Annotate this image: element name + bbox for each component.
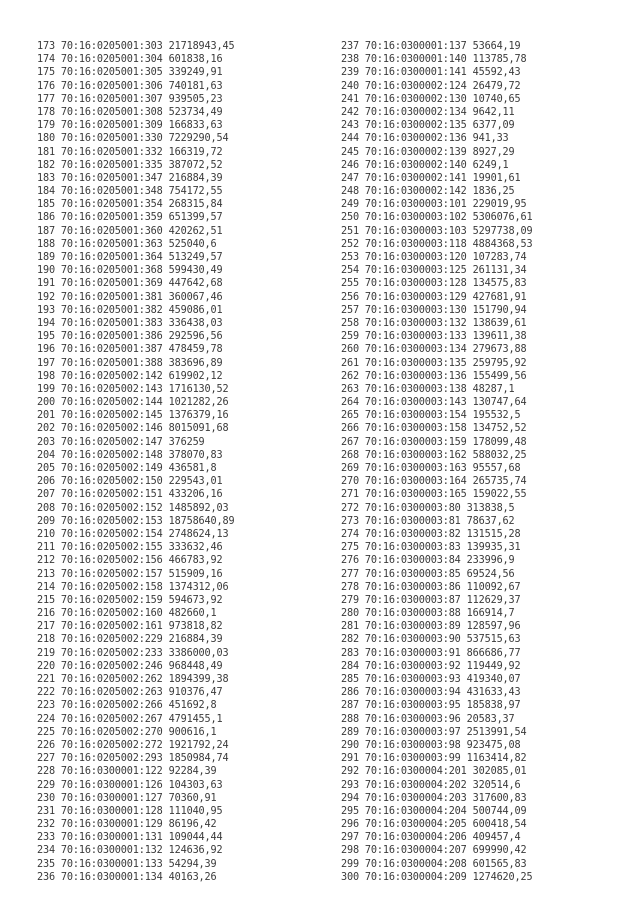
list-item: 238 70:16:0300001:140 113785,78 bbox=[341, 54, 527, 66]
list-item: 271 70:16:0300003:165 159022,55 bbox=[341, 489, 527, 501]
list-item: 193 70:16:0205001:382 459086,01 bbox=[37, 304, 223, 316]
list-item: 173 70:16:0205001:303 21718943,45 bbox=[37, 41, 235, 52]
list-item: 221 70:16:0205002:262 1894399,38 bbox=[37, 674, 229, 685]
list-item: 194 70:16:0205001:383 336438,03 bbox=[37, 317, 223, 329]
list-item: 226 70:16:0205002:272 1921792,24 bbox=[37, 739, 229, 751]
list-item: 177 70:16:0205001:307 939505,23 bbox=[37, 93, 223, 105]
list-item: 263 70:16:0300003:138 48287,1 bbox=[341, 383, 515, 395]
list-item: 182 70:16:0205001:335 387072,52 bbox=[37, 159, 223, 171]
list-item: 211 70:16:0205002:155 333632,46 bbox=[37, 542, 223, 554]
list-item: 253 70:16:0300003:120 107283,74 bbox=[341, 252, 527, 263]
list-item: 220 70:16:0205002:246 968448,49 bbox=[37, 660, 223, 672]
list-item: 223 70:16:0205002:266 451692,8 bbox=[37, 700, 217, 712]
list-item: 278 70:16:0300003:86 110092,67 bbox=[341, 581, 521, 593]
list-item: 213 70:16:0205002:157 515909,16 bbox=[37, 568, 223, 580]
list-item: 282 70:16:0300003:90 537515,63 bbox=[341, 634, 521, 646]
list-item: 179 70:16:0205001:309 166833,63 bbox=[37, 120, 223, 132]
list-item: 235 70:16:0300001:133 54294,39 bbox=[37, 858, 217, 870]
list-item: 267 70:16:0300003:159 178099,48 bbox=[341, 436, 527, 448]
list-item: 260 70:16:0300003:134 279673,88 bbox=[341, 344, 527, 356]
list-item: 195 70:16:0205001:386 292596,56 bbox=[37, 331, 223, 343]
list-item: 295 70:16:0300004:204 500744,09 bbox=[341, 805, 527, 817]
list-item: 229 70:16:0300001:126 104303,63 bbox=[37, 779, 223, 791]
list-item: 200 70:16:0205002:144 1021282,26 bbox=[37, 397, 229, 409]
list-item: 265 70:16:0300003:154 195532,5 bbox=[341, 410, 521, 422]
list-item: 197 70:16:0205001:388 383696,89 bbox=[37, 357, 223, 369]
list-item: 217 70:16:0205002:161 973818,82 bbox=[37, 621, 223, 633]
list-item: 175 70:16:0205001:305 339249,91 bbox=[37, 67, 223, 79]
list-item: 284 70:16:0300003:92 119449,92 bbox=[341, 660, 521, 672]
list-item: 205 70:16:0205002:149 436581,8 bbox=[37, 463, 217, 474]
list-item: 210 70:16:0205002:154 2748624,13 bbox=[37, 528, 229, 540]
list-item: 259 70:16:0300003:133 139611,38 bbox=[341, 331, 527, 343]
list-item: 258 70:16:0300003:132 138639,61 bbox=[341, 317, 527, 329]
list-item: 240 70:16:0300002:124 26479,72 bbox=[341, 80, 521, 92]
list-item: 270 70:16:0300003:164 265735,74 bbox=[341, 476, 527, 488]
list-item: 227 70:16:0205002:293 1850984,74 bbox=[37, 753, 229, 765]
list-item: 298 70:16:0300004:207 699990,42 bbox=[341, 845, 527, 857]
list-item: 268 70:16:0300003:162 588032,25 bbox=[341, 449, 527, 461]
list-item: 250 70:16:0300003:102 5306076,61 bbox=[341, 212, 533, 224]
list-item: 178 70:16:0205001:308 523734,49 bbox=[37, 106, 223, 118]
list-item: 208 70:16:0205002:152 1485892,03 bbox=[37, 502, 229, 514]
list-item: 280 70:16:0300003:88 166914,7 bbox=[341, 608, 515, 620]
list-item: 225 70:16:0205002:270 900616,1 bbox=[37, 726, 217, 738]
list-item: 216 70:16:0205002:160 482660,1 bbox=[37, 608, 217, 620]
list-item: 248 70:16:0300002:142 1836,25 bbox=[341, 186, 515, 198]
list-item: 266 70:16:0300003:158 134752,52 bbox=[341, 423, 527, 435]
list-item: 215 70:16:0205002:159 594673,92 bbox=[37, 594, 223, 606]
list-item: 222 70:16:0205002:263 910376,47 bbox=[37, 687, 223, 699]
list-item: 219 70:16:0205002:233 3386000,03 bbox=[37, 647, 229, 659]
list-item: 188 70:16:0205001:363 525040,6 bbox=[37, 238, 217, 250]
list-item: 209 70:16:0205002:153 18758640,89 bbox=[37, 515, 235, 527]
list-item: 272 70:16:0300003:80 313838,5 bbox=[341, 502, 515, 514]
list-item: 277 70:16:0300003:85 69524,56 bbox=[341, 568, 515, 580]
list-item: 203 70:16:0205002:147 376259 bbox=[37, 436, 205, 448]
list-item: 189 70:16:0205001:364 513249,57 bbox=[37, 252, 223, 263]
list-item: 286 70:16:0300003:94 431633,43 bbox=[341, 687, 521, 699]
list-item: 279 70:16:0300003:87 112629,37 bbox=[341, 594, 521, 606]
list-item: 289 70:16:0300003:97 2513991,54 bbox=[341, 726, 527, 738]
list-item: 174 70:16:0205001:304 601838,16 bbox=[37, 54, 223, 66]
list-item: 186 70:16:0205001:359 651399,57 bbox=[37, 212, 223, 224]
list-item: 294 70:16:0300004:203 317600,83 bbox=[341, 792, 527, 804]
list-item: 300 70:16:0300004:209 1274620,25 bbox=[341, 871, 533, 883]
list-item: 256 70:16:0300003:129 427681,91 bbox=[341, 291, 527, 303]
list-item: 224 70:16:0205002:267 4791455,1 bbox=[37, 713, 223, 725]
list-item: 297 70:16:0300004:206 409457,4 bbox=[341, 832, 521, 844]
list-item: 236 70:16:0300001:134 40163,26 bbox=[37, 871, 217, 883]
list-item: 242 70:16:0300002:134 9642,11 bbox=[341, 106, 515, 118]
list-item: 214 70:16:0205002:158 1374312,06 bbox=[37, 581, 229, 593]
list-item: 191 70:16:0205001:369 447642,68 bbox=[37, 278, 223, 290]
list-item: 228 70:16:0300001:122 92284,39 bbox=[37, 766, 217, 778]
list-item: 296 70:16:0300004:205 600418,54 bbox=[341, 819, 527, 831]
list-item: 292 70:16:0300004:201 302085,01 bbox=[341, 766, 527, 778]
list-item: 246 70:16:0300002:140 6249,1 bbox=[341, 159, 509, 171]
list-item: 245 70:16:0300002:139 8927,29 bbox=[341, 146, 515, 158]
list-item: 232 70:16:0300001:129 86196,42 bbox=[37, 819, 217, 831]
list-item: 192 70:16:0205001:381 360067,46 bbox=[37, 291, 223, 303]
list-item: 233 70:16:0300001:131 109044,44 bbox=[37, 832, 223, 844]
list-item: 251 70:16:0300003:103 5297738,09 bbox=[341, 225, 533, 237]
list-item: 234 70:16:0300001:132 124636,92 bbox=[37, 845, 223, 857]
list-item: 218 70:16:0205002:229 216884,39 bbox=[37, 634, 223, 646]
list-item: 291 70:16:0300003:99 1163414,82 bbox=[341, 753, 527, 765]
list-item: 285 70:16:0300003:93 419340,07 bbox=[341, 674, 521, 685]
list-item: 231 70:16:0300001:128 111040,95 bbox=[37, 805, 223, 817]
list-item: 254 70:16:0300003:125 261131,34 bbox=[341, 265, 527, 277]
list-item: 181 70:16:0205001:332 166319,72 bbox=[37, 146, 223, 158]
list-item: 261 70:16:0300003:135 259795,92 bbox=[341, 357, 527, 369]
list-item: 273 70:16:0300003:81 78637,62 bbox=[341, 515, 515, 527]
list-item: 287 70:16:0300003:95 185838,97 bbox=[341, 700, 521, 712]
list-item: 201 70:16:0205002:145 1376379,16 bbox=[37, 410, 229, 422]
list-item: 230 70:16:0300001:127 70360,91 bbox=[37, 792, 217, 804]
list-item: 276 70:16:0300003:84 233996,9 bbox=[341, 555, 515, 567]
list-item: 275 70:16:0300003:83 139935,31 bbox=[341, 542, 521, 554]
list-item: 290 70:16:0300003:98 923475,08 bbox=[341, 739, 521, 751]
list-item: 241 70:16:0300002:130 10740,65 bbox=[341, 93, 521, 105]
list-item: 283 70:16:0300003:91 866686,77 bbox=[341, 647, 521, 659]
list-item: 262 70:16:0300003:136 155499,56 bbox=[341, 370, 527, 382]
list-item: 202 70:16:0205002:146 8015091,68 bbox=[37, 423, 229, 435]
list-item: 299 70:16:0300004:208 601565,83 bbox=[341, 858, 527, 870]
right-column bbox=[341, 40, 532, 884]
list-item: 237 70:16:0300001:137 53664,19 bbox=[341, 41, 521, 52]
list-item: 199 70:16:0205002:143 1716130,52 bbox=[37, 383, 229, 395]
list-item: 244 70:16:0300002:136 941,33 bbox=[341, 133, 509, 145]
list-item: 206 70:16:0205002:150 229543,01 bbox=[37, 476, 223, 488]
list-item: 187 70:16:0205001:360 420262,51 bbox=[37, 225, 223, 237]
list-item: 204 70:16:0205002:148 378070,83 bbox=[37, 449, 223, 461]
list-item: 183 70:16:0205001:347 216884,39 bbox=[37, 172, 223, 184]
left-column bbox=[37, 40, 234, 884]
list-item: 281 70:16:0300003:89 128597,96 bbox=[341, 621, 521, 633]
list-item: 264 70:16:0300003:143 130747,64 bbox=[341, 397, 527, 409]
list-item: 293 70:16:0300004:202 320514,6 bbox=[341, 779, 521, 791]
list-item: 255 70:16:0300003:128 134575,83 bbox=[341, 278, 527, 290]
list-item: 176 70:16:0205001:306 740181,63 bbox=[37, 80, 223, 92]
list-item: 212 70:16:0205002:156 466783,92 bbox=[37, 555, 223, 567]
list-item: 252 70:16:0300003:118 4884368,53 bbox=[341, 238, 533, 250]
list-item: 257 70:16:0300003:130 151790,94 bbox=[341, 304, 527, 316]
list-item: 269 70:16:0300003:163 95557,68 bbox=[341, 463, 521, 474]
list-item: 274 70:16:0300003:82 131515,28 bbox=[341, 528, 521, 540]
list-item: 180 70:16:0205001:330 7229290,54 bbox=[37, 133, 229, 145]
list-item: 239 70:16:0300001:141 45592,43 bbox=[341, 67, 521, 79]
list-item: 243 70:16:0300002:135 6377,09 bbox=[341, 120, 515, 132]
list-item: 185 70:16:0205001:354 268315,84 bbox=[37, 199, 223, 211]
list-item: 198 70:16:0205002:142 619902,12 bbox=[37, 370, 223, 382]
list-item: 247 70:16:0300002:141 19901,61 bbox=[341, 172, 521, 184]
list-item: 249 70:16:0300003:101 229019,95 bbox=[341, 199, 527, 211]
list-item: 196 70:16:0205001:387 478459,78 bbox=[37, 344, 223, 356]
list-item: 207 70:16:0205002:151 433206,16 bbox=[37, 489, 223, 501]
list-item: 288 70:16:0300003:96 20583,37 bbox=[341, 713, 515, 725]
list-item: 190 70:16:0205001:368 599430,49 bbox=[37, 265, 223, 277]
list-item: 184 70:16:0205001:348 754172,55 bbox=[37, 186, 223, 198]
